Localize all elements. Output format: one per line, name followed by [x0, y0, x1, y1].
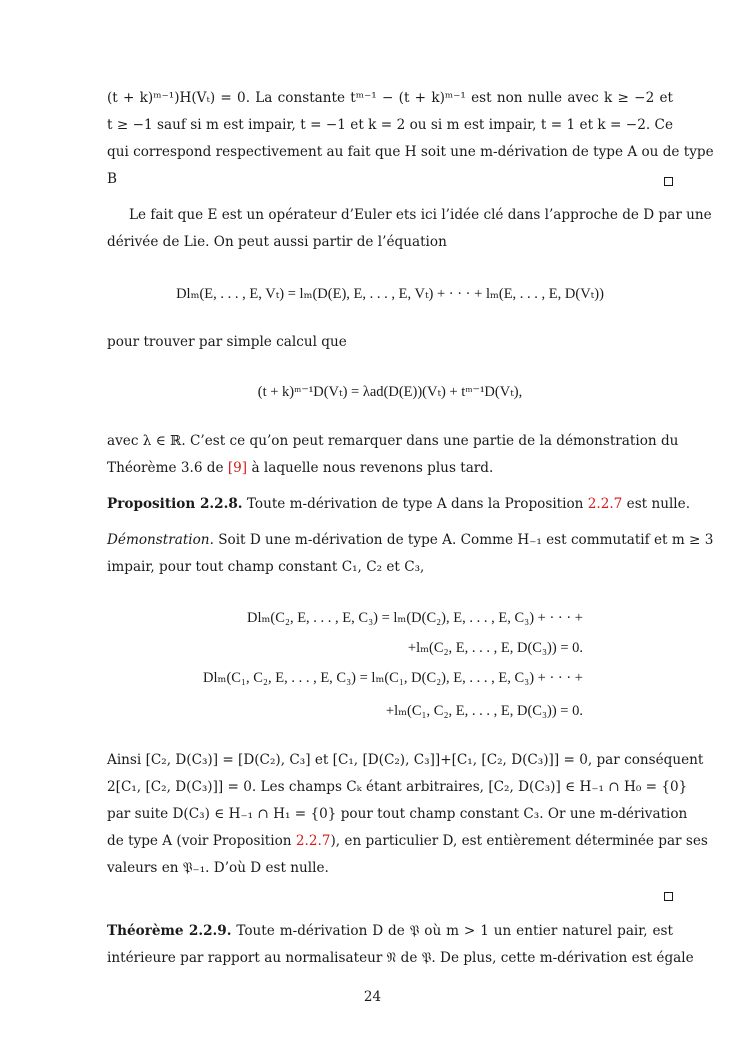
theorem-line-1 — [107, 925, 673, 939]
page-number: 24 — [363, 989, 382, 1005]
equation-1: Dlₘ(E, . . . , E, Vₜ) = lₘ(D(E), E, . . . , E, Vₜ) + · · · + lₘ(E, . . . , E, D(Vₜ)) — [176, 286, 604, 302]
paragraph-4-line-2: 2[C₁, [C₂, D(C₃)]] = 0. Les champs Cₖ étant arbitraires, [C₂, D(C₃)] ∈ H₋₁ ∩ H₀ = {0} — [107, 779, 688, 795]
citation-link-9[interactable]: [9] — [227, 460, 248, 476]
proposition-text-before: Toute m-dérivation de type A dans la Proposition — [242, 496, 588, 512]
equation-block-line-4: +lₘ(C₁, C₂, E, . . . , E, D(C₃)) = 0. — [385, 703, 583, 719]
paragraph-1-line-4: B — [107, 171, 117, 187]
demonstration-text-1: Soit D une m-dérivation de type A. Comme H₋₁ est commutatif et m ≥ 3 — [213, 532, 714, 548]
paragraph-4-line-3: par suite D(C₃) ∈ H₋₁ ∩ H₁ = {0} pour tout champ constant C₃. Or une m-dérivation — [107, 806, 688, 822]
equation-block-line-2: +lₘ(C₂, E, . . . , E, D(C₃)) = 0. — [407, 640, 583, 656]
text-between: pour trouver par simple calcul que — [107, 334, 347, 350]
qed-square-1 — [664, 177, 673, 186]
theorem-label: Théorème 2.2.9. — [107, 923, 232, 939]
demonstration-line-2: impair, pour tout champ constant C₁, C₂ et C₃, — [107, 559, 425, 575]
qed-square-2 — [664, 892, 673, 901]
theorem-text-1: Toute m-dérivation D de 𝔓 où m > 1 un entier naturel pair, est — [231, 923, 673, 939]
paragraph-3-text-after: à laquelle nous revenons plus tard. — [247, 460, 494, 476]
paragraph-3-line-2 — [107, 462, 673, 476]
paragraph-1-line-3: qui correspond respectivement au fait que H soit une m-dérivation de type A ou de type — [107, 144, 714, 160]
proposition-label: Proposition 2.2.8. — [107, 496, 243, 512]
theorem-line-2: intérieure par rapport au normalisateur 𝔑 de 𝔓. De plus, cette m-dérivation est égale — [107, 950, 694, 966]
paragraph-4-text-before: de type A (voir Proposition — [107, 833, 296, 849]
paragraph-1-line-2: t ≥ −1 sauf si m est impair, t = −1 et k = 2 ou si m est impair, t = 1 et k = −2. Ce — [107, 117, 673, 133]
equation-2: (t + k)ᵐ⁻¹D(Vₜ) = λad(D(E))(Vₜ) + tᵐ⁻¹D(Vₜ), — [257, 384, 523, 400]
proposition-ref-link[interactable]: 2.2.7 — [587, 496, 623, 512]
paragraph-3-line-1: avec λ ∈ ℝ. C’est ce qu’on peut remarquer dans une partie de la démonstration du — [107, 433, 679, 449]
paragraph-1-line-1: (t + k)ᵐ⁻¹)H(Vₜ) = 0. La constante tᵐ⁻¹ − (t + k)ᵐ⁻¹ est non nulle avec k ≥ −2 et — [107, 90, 673, 106]
equation-block-line-3: Dlₘ(C₁, C₂, E, . . . , E, C₃) = lₘ(C₁, D(C₂), E, . . . , E, C₃) + · · · + — [203, 670, 583, 686]
paragraph-3-text-before: Théorème 3.6 de — [107, 460, 228, 476]
demonstration-line-1 — [107, 532, 714, 548]
paragraph-2-line-2: dérivée de Lie. On peut aussi partir de l’équation — [107, 234, 447, 250]
proposition-text-after: est nulle. — [622, 496, 691, 512]
paragraph-4-line-1: Ainsi [C₂, D(C₃)] = [D(C₂), C₃] et [C₁, [D(C₂), C₃]]+[C₁, [C₂, D(C₃)]] = 0, par conséquent — [107, 752, 704, 768]
paragraph-4-line-5: valeurs en 𝔓₋₁. D’où D est nulle. — [107, 860, 329, 876]
equation-block-line-1: Dlₘ(C₂, E, . . . , E, C₃) = lₘ(D(C₂), E, . . . , E, C₃) + · · · + — [247, 610, 583, 626]
paragraph-4-line-4 — [107, 833, 708, 849]
demonstration-label: Démonstration. — [107, 532, 214, 548]
paragraph-2-line-1: Le fait que E est un opérateur d’Euler ets ici l’idée clé dans l’approche de D par une — [129, 207, 712, 223]
proposition-ref-link-2[interactable]: 2.2.7 — [295, 833, 331, 849]
paragraph-4-text-after: ), en particulier D, est entièrement déterminée par ses — [330, 833, 708, 849]
proposition-2-2-8 — [107, 496, 691, 512]
